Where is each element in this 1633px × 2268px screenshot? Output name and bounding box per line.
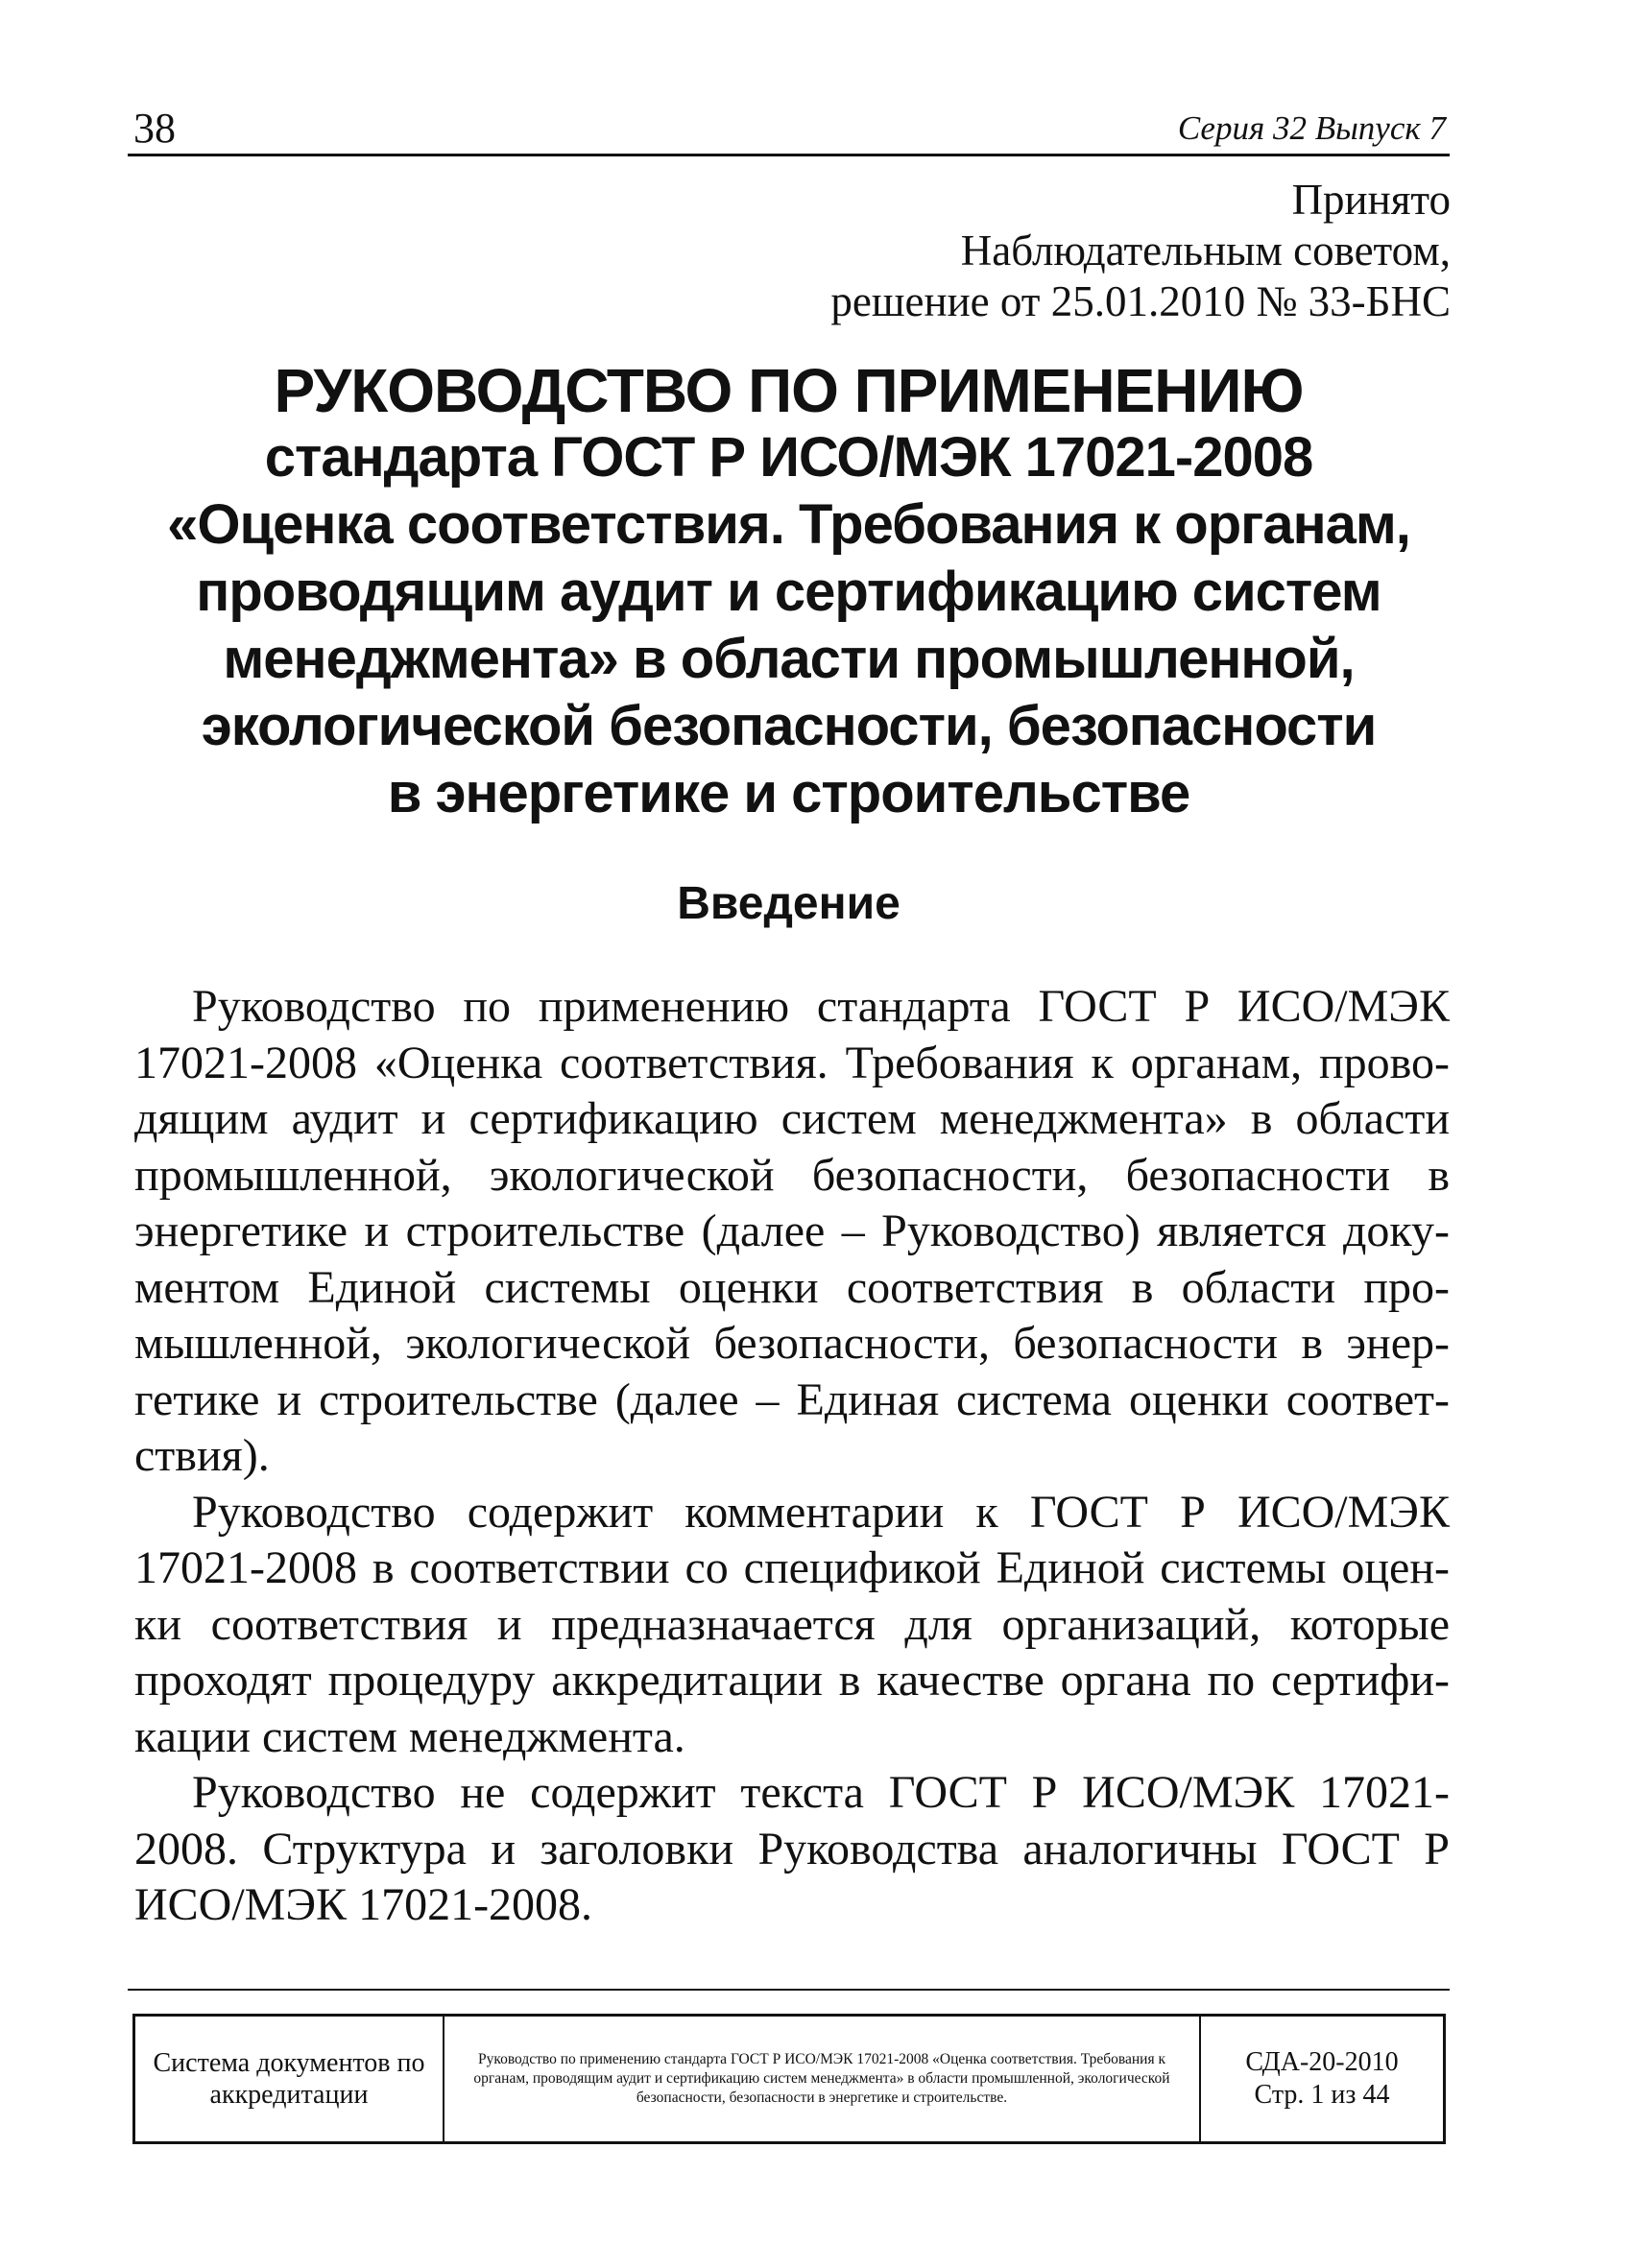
- footer-document-title: Руководство по применению стандарта ГОСТ Р ИСО/МЭК 17021-2008 «Оценка соответствия. Требования к органам, проводящим аудит и сертификацию систем менеджмента» в области промышленной, экологической безопасности, безопасности в энергетике и строительстве.: [444, 2017, 1201, 2141]
- title-line: «Оценка соответствия. Требования к органам,: [167, 493, 1410, 556]
- series-label: Серия 32 Выпуск 7: [1177, 109, 1446, 147]
- footer-page-count: Стр. 1 из 44: [1254, 2080, 1390, 2110]
- page-number: 38: [133, 105, 176, 152]
- footer-table: [132, 2014, 1446, 2144]
- approval-block: [830, 175, 1451, 327]
- paragraph: Руководство по применению стандарта ГОСТ Р ИСО/МЭК 17021-2008 «Оценка соответствия. Требования к органам, проводящим аудит и сертификацию систем менеджмента» в области промышленной, экологической безопасности, безопасности в энергетике и строительстве (далее – Руководство) является документом Единой системы оценки соответствия в области промышленной, экологической безопасности, безопасности в энергетике и строительстве (далее – Единая система оценки соответствия).: [134, 981, 1450, 1481]
- approval-line: Принято: [1291, 176, 1451, 224]
- footer-divider: [128, 1989, 1450, 1991]
- section-heading: Введение: [677, 878, 901, 929]
- approval-line: решение от 25.01.2010 № 33-БНС: [830, 277, 1451, 325]
- page-header: [128, 104, 1450, 156]
- paragraph: Руководство не содержит текста ГОСТ Р ИСО/МЭК 17021-2008. Структура и заголовки Руководства аналогичны ГОСТ Р ИСО/МЭК 17021-2008.: [134, 1767, 1450, 1930]
- intro-body: [134, 979, 1450, 1934]
- title-line: экологической безопасности, безопасности: [201, 695, 1377, 757]
- title-line: проводящим аудит и сертификацию систем: [196, 561, 1381, 623]
- title-line: в энергетике и строительстве: [387, 762, 1190, 824]
- title-line: стандарта ГОСТ Р ИСО/МЭК 17021-2008: [264, 426, 1313, 489]
- footer-system-name: Система документов по аккредитации: [135, 2017, 444, 2141]
- footer-doc-info: [1201, 2017, 1443, 2141]
- title-line: менеджмента» в области промышленной,: [223, 628, 1355, 690]
- document-title: [128, 357, 1450, 827]
- approval-line: Наблюдательным советом,: [960, 227, 1451, 275]
- title-line: РУКОВОДСТВО ПО ПРИМЕНЕНИЮ: [274, 356, 1304, 425]
- footer-doc-code: СДА-20-2010: [1245, 2047, 1399, 2077]
- paragraph: Руководство содержит комментарии к ГОСТ Р ИСО/МЭК 17021-2008 в соответствии со спецификой Единой системы оценки соответствия и предназначается для организаций, которые проходят процедуру аккредитации в качестве органа по сертификации систем менеджмента.: [134, 1486, 1450, 1762]
